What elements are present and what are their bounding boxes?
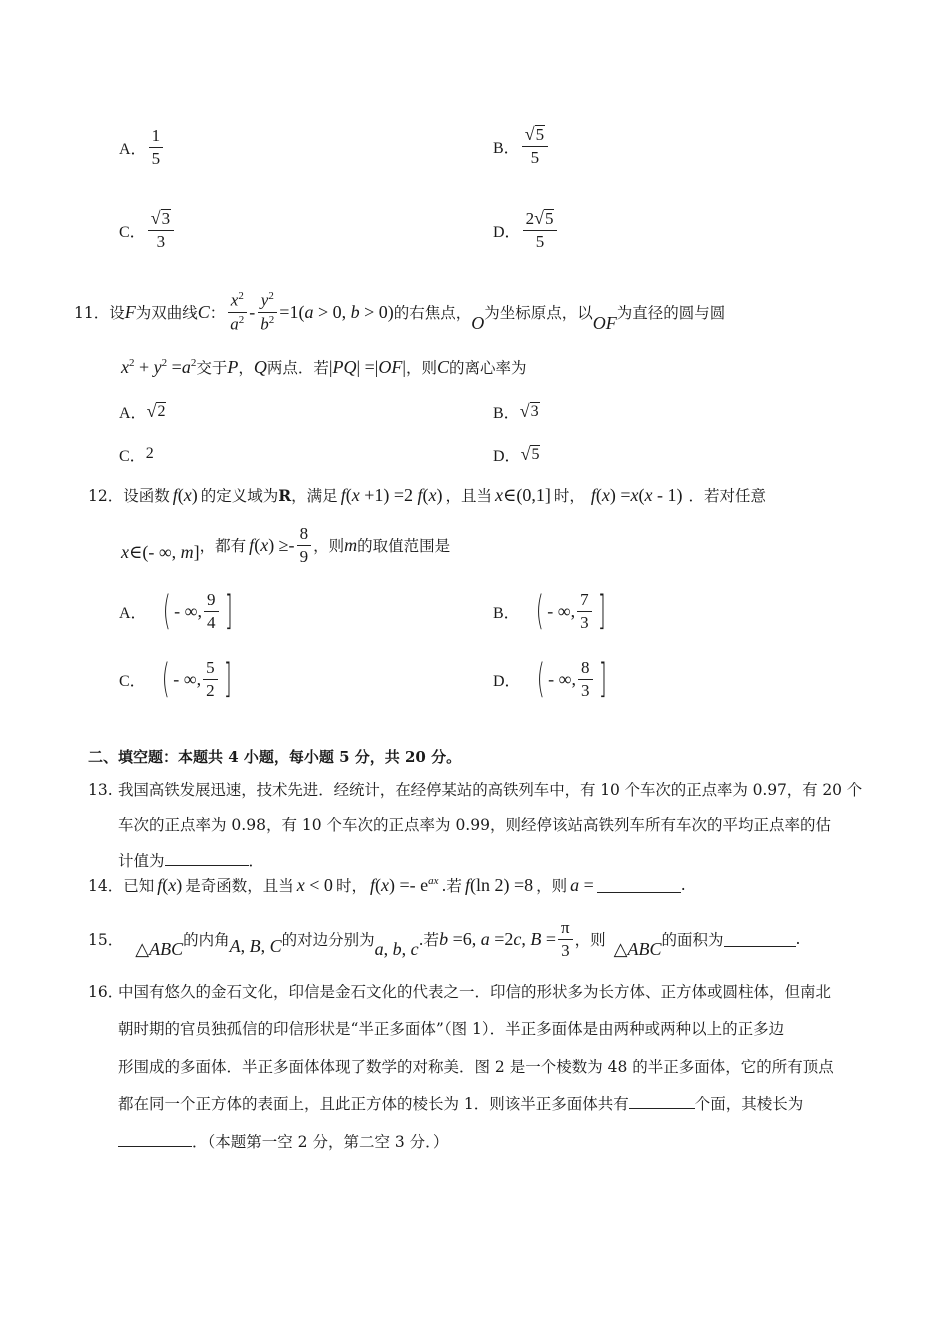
option-label: B． bbox=[493, 404, 520, 422]
q11-option-a: A． √ 2 bbox=[119, 400, 166, 422]
option-label: D． bbox=[493, 223, 521, 241]
pq-eq-of: |PQ| =|OF| bbox=[328, 356, 406, 377]
option-label: D． bbox=[493, 447, 521, 465]
question-number: 14． bbox=[88, 877, 124, 895]
q12-line2: x∈(- ∞, m] ，都有 f(x) ≥- $\frac{8}{9}$ ，则 m 的取值范围是 bbox=[121, 523, 451, 566]
option-label: C． bbox=[119, 672, 146, 690]
q16: 16． 中国有悠久的金石文化，印信是金石文化的代表之一．印信的形状多为长方体、正方体或圆柱体，但南北 朝时期的官员独孤信的印信形状是“半正多面体”（图 1）．半正多面体是由两种或两种以上的正多边 形围成的多面体．半正多面体体现了数学的对称美．图 2 是一个棱数为 48 的半正多面体，它的所有顶点 都在同一个正方体的表面上，且此正方体的棱长为 1．则该半正多面体共有 个面，其棱长为 ．（本题第一空 2 分，第二空 3 分．） bbox=[88, 978, 868, 1157]
q10-option-c bbox=[119, 202, 176, 258]
q11-line1: 11． 设 F 为双曲线 C ： $\frac{x^2}{a^2}$ - $\frac{y^2}{b^2}$ =1(a > 0, b > 0) 的右焦点， O 为坐标原点，以 OF 为直径的圆与圆 bbox=[74, 290, 726, 334]
answer-blank[interactable] bbox=[165, 850, 249, 866]
q11-line2: $x^2 + y^2 =a^2$ 交于 P ， Q 两点．若 |PQ| =|OF| ，则 C 的离心率为 bbox=[121, 356, 527, 377]
option-label: C． bbox=[119, 223, 146, 241]
answer-blank-faces[interactable] bbox=[629, 1093, 695, 1109]
q10-option-a bbox=[119, 122, 165, 172]
q10-option-d bbox=[493, 202, 559, 258]
fraction: √ 5 5 bbox=[522, 125, 548, 167]
q12-option-d: D． ( - ∞, $\frac{8}{3}$ ] bbox=[493, 656, 607, 702]
option-label: A． bbox=[119, 604, 147, 622]
q12-option-a: A． ( - ∞, $\frac{9}{4}$ ] bbox=[119, 588, 233, 634]
fraction: √ 3 3 bbox=[148, 209, 174, 251]
answer-blank-edge[interactable] bbox=[118, 1131, 192, 1147]
fraction: 2 √ 5 5 bbox=[523, 209, 558, 251]
option-label: B． bbox=[493, 139, 520, 157]
q11-option-c: C． 2 bbox=[119, 441, 154, 467]
section-heading: 二、填空题：本题共 4 小题，每小题 5 分，共 20 分。 bbox=[88, 748, 462, 766]
fraction: $\frac{1}{5}$ bbox=[149, 126, 164, 168]
functional-equation: f(x +1) =2 f(x) bbox=[340, 484, 443, 505]
circle-equation: $x^2 + y^2 =a^2$ bbox=[121, 356, 197, 377]
question-number: 16． bbox=[88, 983, 124, 1001]
option-label: D． bbox=[493, 672, 521, 690]
q13: 13. 我国高铁发展迅速，技术先进．经统计，在经停某站的高铁列车中，有 10 个车次的正点率为 0.97，有 20 个 车次的正点率为 0.98，有 10 个车次的正点率为 0.99，则经停该站高铁列车所有车次的平均正点率的估 计值为 ． bbox=[88, 776, 868, 876]
answer-blank[interactable] bbox=[597, 877, 681, 893]
q11-option-b: B． √ 3 bbox=[493, 400, 539, 422]
question-number: 11． bbox=[74, 304, 110, 322]
q15: 15． △ABC 的内角 A, B, C 的对边分别为 a, b, c .若 b =6, a =2c, B = $\frac{\pi}{3}$ ，则 △ABC 的面积为 . bbox=[88, 917, 801, 960]
hyperbola-x-term: $\frac{x^2}{a^2}$ bbox=[227, 290, 247, 333]
q11-option-d: D． √ 5 bbox=[493, 443, 540, 465]
answer-blank[interactable] bbox=[724, 931, 796, 947]
question-number: 13. bbox=[88, 781, 113, 799]
hyperbola-y-term: $\frac{y^2}{b^2}$ bbox=[257, 290, 277, 333]
q12-option-c: C． ( - ∞, $\frac{5}{2}$ ] bbox=[119, 656, 232, 702]
q12-option-b: B． ( - ∞, $\frac{7}{3}$ ] bbox=[493, 588, 606, 634]
q12-line1: 12． 设函数 f(x) 的定义域为 R ，满足 f(x +1) =2 f(x) ，且当 x∈(0,1] 时， f(x) =x(x - 1) ．若对任意 bbox=[88, 484, 767, 505]
option-label: A． bbox=[119, 404, 147, 422]
question-number: 15． bbox=[88, 931, 124, 949]
option-label: C． bbox=[119, 447, 146, 465]
hyperbola-condition: =1(a > 0, b > 0) bbox=[279, 301, 394, 322]
option-label: A． bbox=[119, 140, 147, 158]
piece-definition: f(x) =x(x - 1) bbox=[590, 484, 683, 505]
question-number: 12． bbox=[88, 487, 124, 505]
option-label: B． bbox=[493, 604, 520, 622]
q14: 14． 已知 f(x) 是奇函数，且当 x < 0 时， $f(x) =- e^{ax}$ .若 f(ln 2) =8 ，则 a = . bbox=[88, 874, 686, 895]
q10-option-b bbox=[493, 118, 550, 174]
